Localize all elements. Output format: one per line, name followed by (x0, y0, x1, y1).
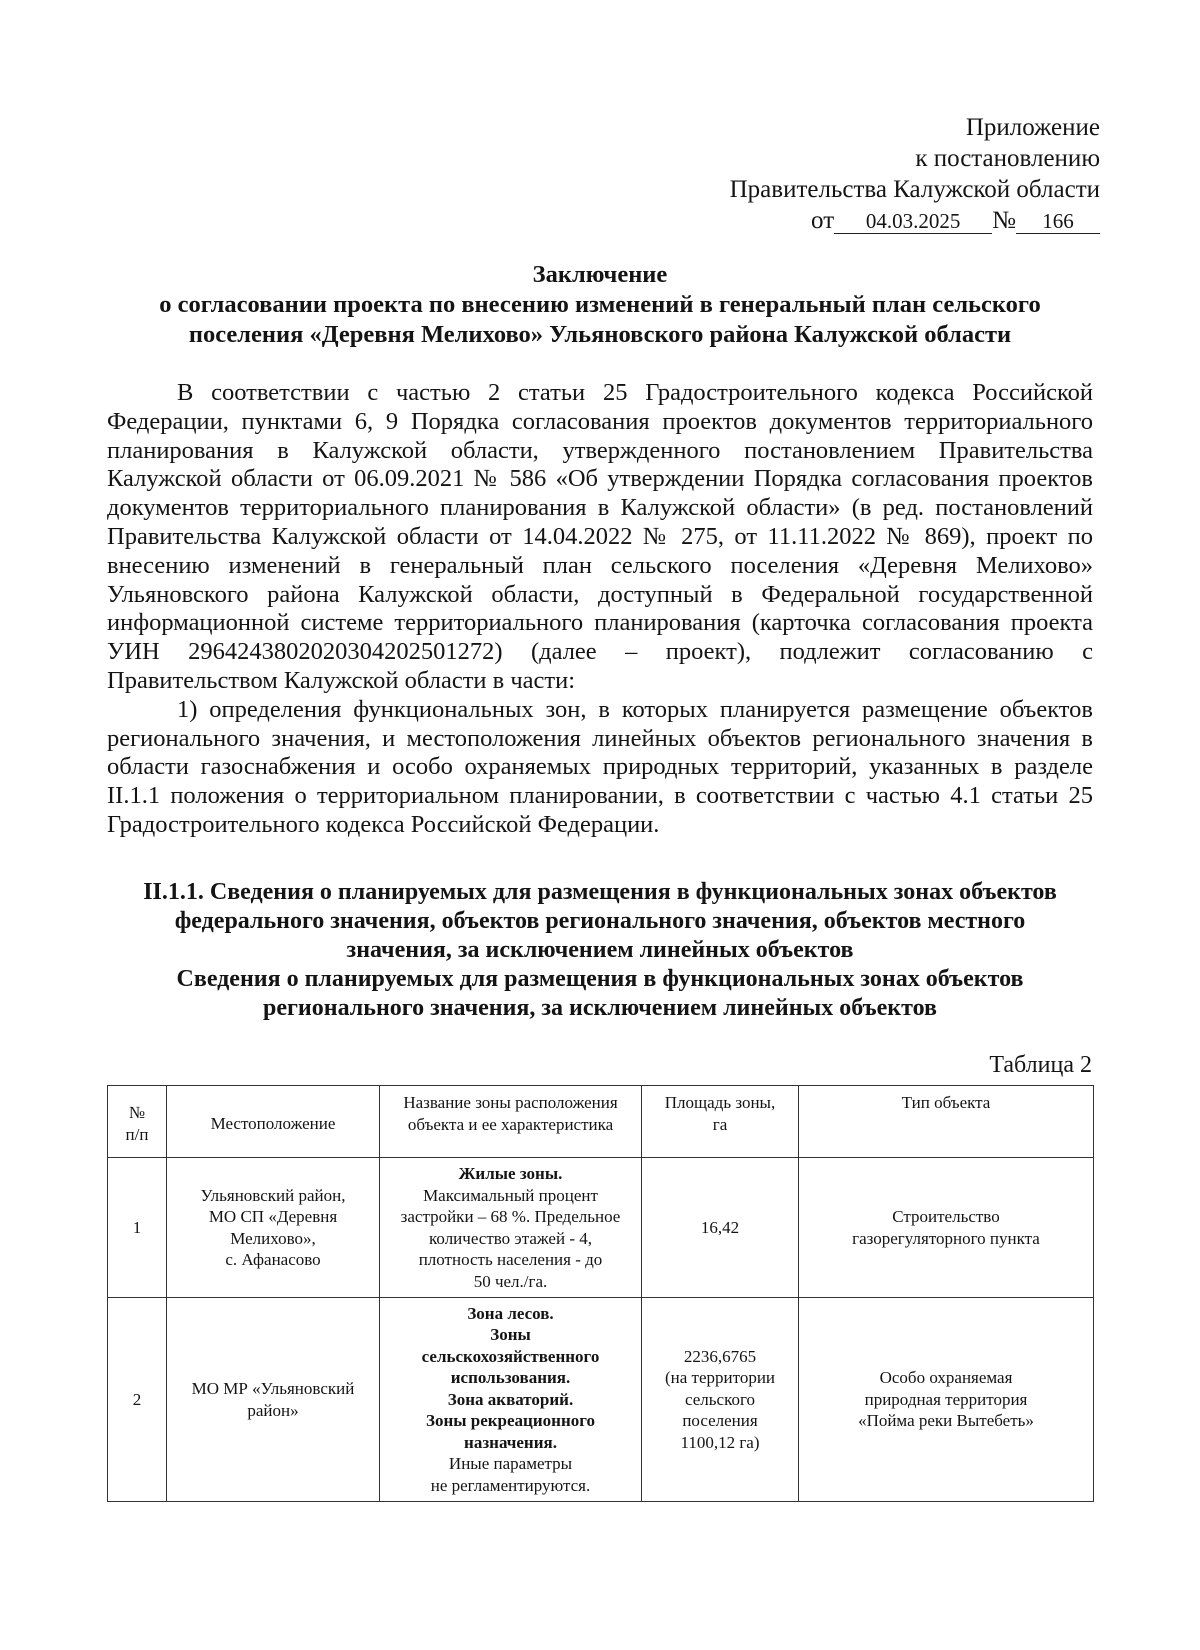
row-2-type-line: «Пойма реки Вытебеть» (858, 1411, 1034, 1431)
row-1-location-line: МО СП «Деревня (208, 1207, 338, 1226)
header-location-text: Местоположение (210, 1113, 336, 1133)
row-2-location (167, 1298, 380, 1502)
row-1-zone-line: Максимальный процент (423, 1185, 598, 1205)
row-1-type-line: Строительство (892, 1207, 1000, 1226)
row-2-type-line: природная территория (864, 1389, 1028, 1409)
row-2-zone-name: сельскохозяйственного (421, 1346, 600, 1366)
section-line-4: Сведения о планируемых для размещения в функциональных зонах объектов (176, 966, 1024, 992)
document-body (107, 379, 1093, 840)
row-1-zone-name: Жилые зоны. (458, 1164, 563, 1183)
header-number (108, 1086, 167, 1158)
section-line-5: регионального значения, за исключением линейных объектов (263, 995, 937, 1021)
row-1-zone-line: количество этажей - 4, (429, 1228, 592, 1248)
row-2-zone-line: Иные параметры (448, 1454, 573, 1474)
table-header-row (108, 1086, 1094, 1158)
title-line-3: поселения «Деревня Мелихово» Ульяновского района Калужской области (188, 321, 1012, 348)
row-2-number: 2 (108, 1298, 167, 1502)
row-1-location (167, 1158, 380, 1298)
row-2-area-line: (на территории (664, 1368, 776, 1388)
number-value: 166 (1016, 209, 1100, 234)
number-prefix: № (992, 207, 1016, 234)
row-2-zone-name: Зона лесов. (467, 1303, 554, 1323)
header-type-text: Тип объекта (901, 1093, 991, 1112)
row-2-area (642, 1298, 799, 1502)
header-type (799, 1086, 1094, 1158)
date-prefix: от (811, 207, 835, 234)
appendix-line-1: Приложение (965, 114, 1100, 141)
appendix-line-3: Правительства Калужской области (729, 176, 1100, 203)
row-1-location-line: с. Афанасово (225, 1250, 321, 1269)
row-2-zone-name: назначения. (464, 1432, 557, 1452)
header-location (167, 1086, 380, 1158)
header-number-line-1: № (128, 1103, 146, 1122)
row-2-zone (380, 1298, 642, 1502)
row-2-location-line: район» (247, 1400, 299, 1420)
row-2-type (799, 1298, 1094, 1502)
section-line-2: федерального значения, объектов регионального значения, объектов местного (174, 908, 1026, 934)
title-line-2: о согласовании проекта по внесению изменений в генеральный план сельского (159, 291, 1041, 318)
header-area-line-1: Площадь зоны, (664, 1093, 776, 1112)
row-1-zone-line: застройки – 68 %. Предельное (400, 1207, 621, 1226)
header-area (642, 1086, 799, 1158)
row-2-zone-name: Зона акваторий. (447, 1389, 574, 1409)
row-2-area-line: сельского (684, 1389, 756, 1409)
row-1-location-line: Ульяновский район, (200, 1185, 346, 1205)
row-1-type (799, 1158, 1094, 1298)
appendix-date-line (680, 205, 1100, 236)
header-zone-line-2: объекта и ее характеристика (407, 1114, 614, 1134)
row-1-area-value: 16,42 (700, 1217, 740, 1237)
table-caption: Таблица 2 (989, 1052, 1092, 1078)
header-area-line-2: га (712, 1114, 728, 1134)
title-line-1: Заключение (532, 261, 668, 288)
row-2-zone-name: Зоны рекреационного (425, 1411, 596, 1431)
row-1-number: 1 (108, 1158, 167, 1298)
appendix-line-2: к постановлению (915, 145, 1100, 172)
row-1-type-line: газорегуляторного пункта (852, 1228, 1040, 1248)
row-1-location-line: Мелихово», (230, 1228, 316, 1248)
row-1-area (642, 1158, 799, 1298)
row-2-area-line: поселения (682, 1411, 758, 1431)
row-2-type-line: Особо охраняемая (879, 1368, 1013, 1388)
header-number-line-2: п/п (125, 1124, 149, 1144)
row-2-zone-name: Зоны (490, 1325, 531, 1345)
row-2-location-line: МО МР «Ульяновский (191, 1379, 355, 1398)
section-line-3: значения, за исключением линейных объектов (346, 937, 854, 963)
document-title (100, 260, 1100, 350)
date-value: 04.03.2025 (834, 209, 992, 234)
row-2-zone-name: использования. (450, 1368, 571, 1388)
row-2-area-line: 1100,12 га) (680, 1432, 760, 1452)
appendix-header (680, 112, 1100, 236)
row-1-zone (380, 1158, 642, 1298)
section-line-1: II.1.1. Сведения о планируемых для размещения в функциональных зонах объектов (143, 879, 1057, 905)
header-zone (380, 1086, 642, 1158)
row-2-area-line: 2236,6765 (683, 1346, 757, 1366)
row-2-zone-line: не регламентируются. (430, 1475, 591, 1495)
header-zone-line-1: Название зоны расположения (403, 1093, 618, 1112)
table-row (108, 1298, 1094, 1502)
objects-table (107, 1085, 1094, 1502)
section-heading (100, 878, 1100, 1023)
body-paragraph-1: В соответствии с частью 2 статьи 25 Градостроительного кодекса Российской Федерации, пунктами 6, 9 Порядка согласования проектов документов территориального планирования в Калужской области, утвержденного постановлением Правительства Калужской области от 06.09.2021 № 586 «Об утверждении Порядка согласования проектов документов территориального планирования в Калужской области» (в ред. постановлений Правительства Калужской области от 14.04.2022 № 275, от 11.11.2022 № 869), проект по внесению изменений в генеральный план сельского поселения «Деревня Мелихово» Ульяновского района Калужской области, доступный в Федеральной государственной информационной системе территориального планирования (карточка согласования проекта УИН 2964243802020304202501272) (далее – проект), подлежит согласованию с Правительством Калужской области в части: (107, 379, 1093, 694)
row-1-zone-line: плотность населения - до (418, 1250, 603, 1269)
row-1-zone-line: 50 чел./га. (473, 1271, 548, 1291)
table-row (108, 1158, 1094, 1298)
body-paragraph-2: 1) определения функциональных зон, в которых планируется размещение объектов регионального значения, и местоположения линейных объектов регионального значения в области газоснабжения и особо охраняемых природных территорий, указанных в разделе II.1.1 положения о территориальном планировании, в соответствии с частью 4.1 статьи 25 Градостроительного кодекса Российской Федерации. (107, 695, 1093, 838)
